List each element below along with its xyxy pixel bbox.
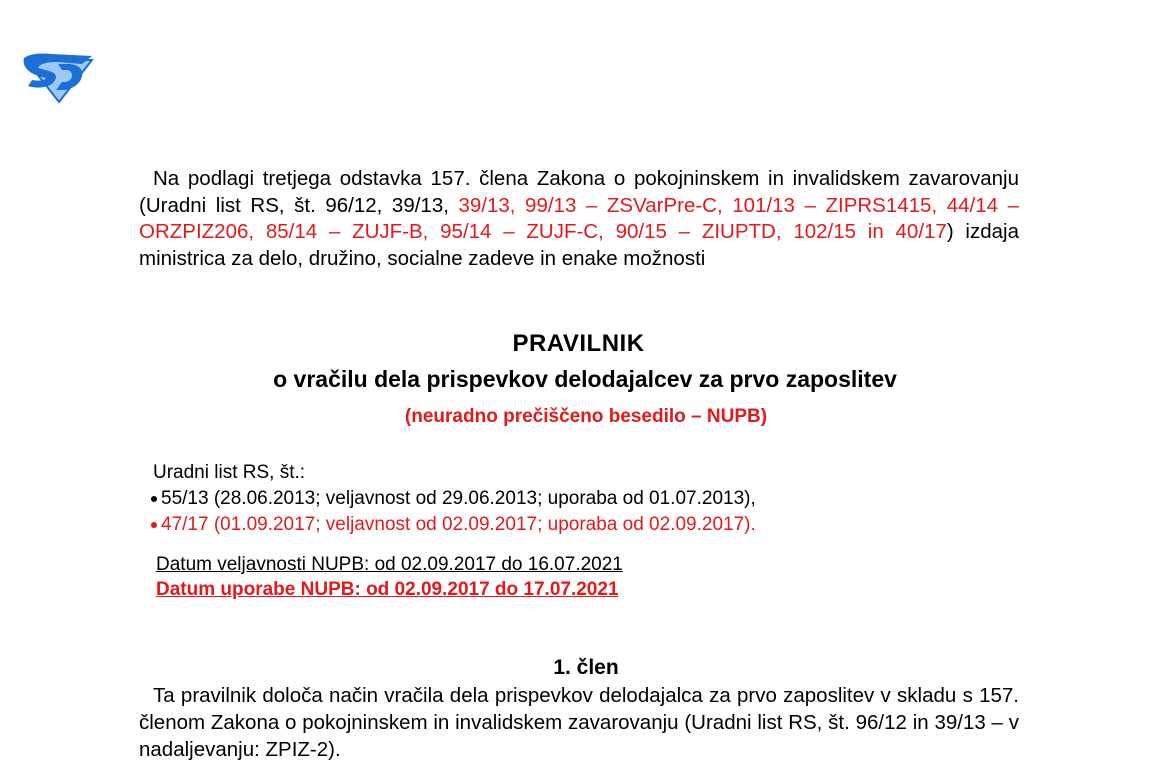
article-heading: 1. člen [553, 656, 619, 679]
document-subtitle: o vračilu dela prispevkov delodajalcev za prvo zaposlitev [273, 366, 897, 392]
gazette-label: Uradni list RS, št.: [153, 462, 306, 483]
article-body: Ta pravilnik določa način vračila dela prispevkov delodajalca za prvo zaposlitev v skladu s 157. členom Zakona o pokojninskem in invalidskem zavarovanju (Uradni list RS, št. 96/12 in 39/13 – v nadaljevanju: ZPIZ-2). [139, 684, 1019, 761]
bullet-icon [151, 522, 157, 528]
document-note: (neuradno prečiščeno besedilo – NUPB) [404, 406, 768, 427]
gazette-item-text: 47/17 (01.09.2017; veljavnost od 02.09.2017; uporaba od 02.09.2017). [161, 514, 756, 535]
intro-amendments: 39/13, 99/13 – ZSVarPre-C, 101/13 – ZIPRS1415, 44/14 – ORZPIZ206, 85/14 – ZUJF-B, 95/14 – ZUJF-C, 90/15 – ZIUPTD, 102/15 in 40/17 [139, 193, 1019, 243]
gazette-item [137, 512, 756, 538]
intro-paragraph [139, 166, 1019, 272]
usage-date: Datum uporabe NUPB: od 02.09.2017 do 17.07.2021 [156, 579, 619, 600]
intro-text-end: ) izdaja ministrica za delo, družino, socialne zadeve in enake možnosti [139, 220, 1019, 270]
gazette-list [137, 486, 756, 538]
gazette-item-text: 55/13 (28.06.2013; veljavnost od 29.06.2013; uporaba od 01.07.2013), [161, 488, 756, 509]
document-title: PRAVILNIK [512, 330, 645, 357]
gazette-item [137, 486, 756, 512]
validity-date: Datum veljavnosti NUPB: od 02.09.2017 do 16.07.2021 [156, 554, 623, 575]
intro-text-start: Na podlagi tretjega odstavka 157. člena Zakona o pokojninskem in invalidskem zavarovanju (Uradni list RS, št. 96/12, 39/13, [139, 167, 1019, 217]
sd-logo-icon [22, 50, 96, 104]
bullet-icon [151, 496, 157, 502]
